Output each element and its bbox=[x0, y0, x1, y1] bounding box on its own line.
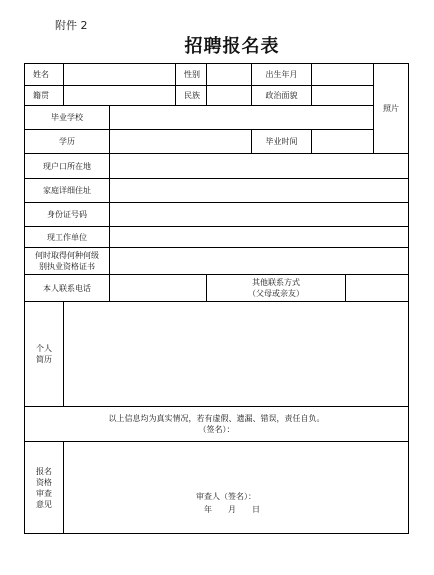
review-label-line2: 资格 bbox=[36, 477, 52, 487]
form-row-name bbox=[25, 64, 409, 86]
name-label: 姓名 bbox=[25, 64, 64, 86]
review-date-label: 年 月 日 bbox=[204, 505, 260, 514]
form-row-review bbox=[25, 442, 409, 534]
political-status-field[interactable] bbox=[312, 86, 374, 106]
form-row-hukou bbox=[25, 154, 409, 179]
native-place-field[interactable] bbox=[64, 86, 176, 106]
form-row-id-number bbox=[25, 203, 409, 227]
graduation-time-field[interactable] bbox=[312, 130, 374, 154]
form-row-declaration bbox=[25, 407, 409, 442]
ethnicity-label: 民族 bbox=[176, 86, 207, 106]
graduated-school-field[interactable] bbox=[110, 106, 374, 130]
birth-date-field[interactable] bbox=[312, 64, 374, 86]
form-row-qualification bbox=[25, 248, 409, 275]
reviewer-signature-block bbox=[196, 490, 260, 516]
form-title-text: 招聘报名表 bbox=[184, 36, 280, 57]
attachment-label: 附件 2 bbox=[55, 19, 88, 32]
id-number-label: 身份证号码 bbox=[25, 203, 110, 227]
current-employer-field[interactable] bbox=[110, 227, 409, 248]
form-row-school bbox=[25, 106, 409, 130]
review-opinion-field[interactable] bbox=[64, 442, 409, 534]
qualification-label bbox=[25, 248, 110, 275]
resume-field[interactable] bbox=[64, 302, 409, 407]
other-contact-label-line1: 其他联系方式 bbox=[252, 278, 300, 287]
education-label: 学历 bbox=[25, 130, 110, 154]
birth-date-label: 出生年月 bbox=[252, 64, 312, 86]
other-contact-field[interactable] bbox=[346, 275, 409, 302]
current-employer-label: 现工作单位 bbox=[25, 227, 110, 248]
form-row-address bbox=[25, 179, 409, 203]
other-contact-label bbox=[207, 275, 346, 302]
phone-label: 本人联系电话 bbox=[25, 275, 110, 302]
resume-label bbox=[25, 302, 64, 407]
qualification-field[interactable] bbox=[110, 248, 409, 275]
application-form-table bbox=[24, 63, 409, 534]
declaration-cell[interactable] bbox=[25, 407, 409, 442]
form-row-education bbox=[25, 130, 409, 154]
reviewer-signature-label: 审查人（签名）： bbox=[196, 492, 256, 501]
other-contact-label-line2: （父母或亲友） bbox=[248, 289, 304, 298]
political-status-label: 政治面貌 bbox=[252, 86, 312, 106]
graduation-time-label: 毕业时间 bbox=[252, 130, 312, 154]
gender-label: 性别 bbox=[176, 64, 207, 86]
education-field[interactable] bbox=[110, 130, 252, 154]
review-opinion-label bbox=[25, 442, 64, 534]
qualification-label-line1: 何时取得何种何级 bbox=[35, 251, 99, 260]
review-label-line1: 报名 bbox=[36, 466, 52, 476]
qualification-label-line2: 别执业资格证书 bbox=[39, 262, 95, 271]
hukou-label: 现户口所在地 bbox=[25, 154, 110, 179]
form-row-resume bbox=[25, 302, 409, 407]
name-field[interactable] bbox=[64, 64, 176, 86]
graduated-school-label: 毕业学校 bbox=[25, 106, 110, 130]
declaration-text: 以上信息均为真实情况，若有虚假、遗漏、错误，责任自负。 bbox=[108, 414, 325, 423]
form-row-contact bbox=[25, 275, 409, 302]
form-row-native-place bbox=[25, 86, 409, 106]
form-row-employer bbox=[25, 227, 409, 248]
review-label-line4: 意见 bbox=[36, 499, 52, 509]
photo-box[interactable]: 照片 bbox=[374, 64, 409, 154]
home-address-label: 家庭详细住址 bbox=[25, 179, 110, 203]
resume-label-line1: 个人 bbox=[36, 344, 52, 353]
resume-label-line2: 简历 bbox=[36, 355, 52, 364]
form-title bbox=[0, 32, 434, 58]
ethnicity-field[interactable] bbox=[207, 86, 252, 106]
gender-field[interactable] bbox=[207, 64, 252, 86]
review-label-line3: 审查 bbox=[36, 488, 52, 498]
id-number-field[interactable] bbox=[110, 203, 409, 227]
native-place-label: 籍贯 bbox=[25, 86, 64, 106]
home-address-field[interactable] bbox=[110, 179, 409, 203]
hukou-field[interactable] bbox=[110, 154, 409, 179]
declaration-signature-label: （签名）： bbox=[198, 425, 235, 434]
phone-field[interactable] bbox=[110, 275, 207, 302]
